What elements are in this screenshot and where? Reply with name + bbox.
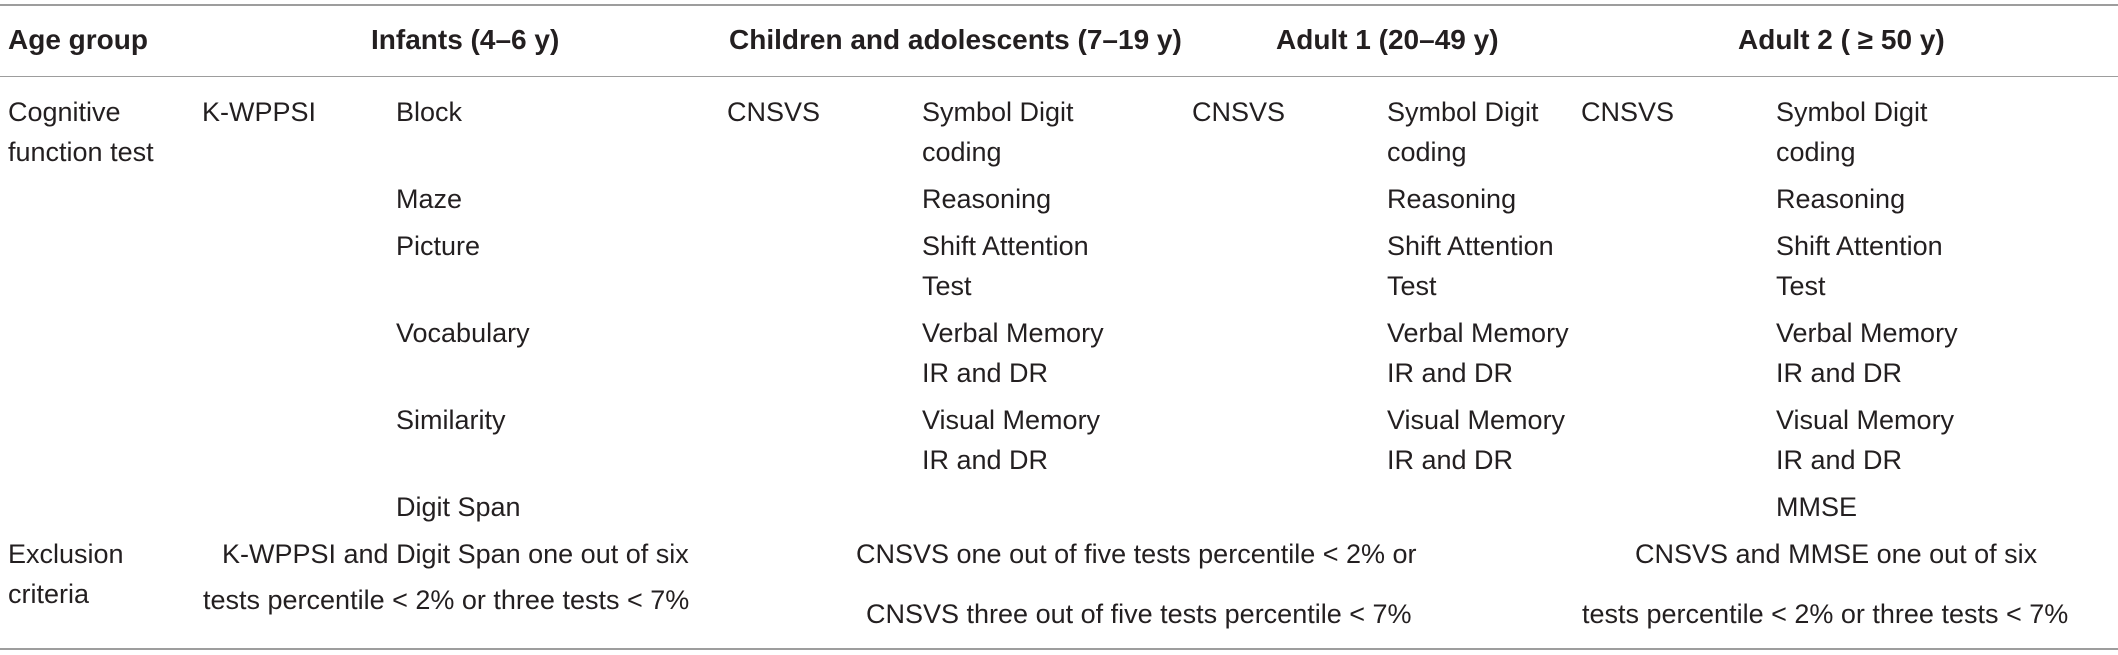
adult2-test-mmse: MMSE (1776, 492, 1857, 522)
infants-test: Picture (396, 231, 481, 261)
top-rule (0, 4, 2118, 6)
adult1-test: IR and DR (1387, 445, 1514, 475)
adult1-test: Reasoning (1387, 184, 1517, 214)
children-test: IR and DR (922, 358, 1049, 388)
exclusion-cnsvs-line2: CNSVS three out of five tests percentile < 7% (866, 599, 1412, 629)
exclusion-adult2-line1: CNSVS and MMSE one out of six (1635, 539, 2038, 569)
children-test: Symbol Digit (922, 97, 1074, 127)
children-test: Visual Memory (922, 405, 1101, 435)
header-rule (0, 76, 2118, 77)
exclusion-adult2-line2: tests percentile < 2% or three tests < 7% (1582, 599, 2069, 629)
exclusion-label-line1: Exclusion (8, 539, 124, 569)
cognitive-label-line2: function test (8, 137, 154, 167)
cognitive-label-line1: Cognitive (8, 97, 121, 127)
adult1-test: Test (1387, 271, 1437, 301)
adult2-test: IR and DR (1776, 358, 1903, 388)
infants-test: Vocabulary (396, 318, 530, 348)
exclusion-label-line2: criteria (8, 579, 90, 609)
adult2-test: Symbol Digit (1776, 97, 1928, 127)
children-test: coding (922, 137, 1002, 167)
infants-test: Block (396, 97, 463, 127)
adult1-test: Verbal Memory (1387, 318, 1569, 348)
infants-test: Digit Span (396, 492, 521, 522)
adult2-test: Visual Memory (1776, 405, 1955, 435)
adult2-test: Reasoning (1776, 184, 1906, 214)
adult1-test: Visual Memory (1387, 405, 1566, 435)
header-adult1: Adult 1 (20–49 y) (1276, 24, 1499, 55)
header-children: Children and adolescents (7–19 y) (729, 24, 1182, 55)
adult1-test: IR and DR (1387, 358, 1514, 388)
adult1-test: Symbol Digit (1387, 97, 1539, 127)
adult2-test: Verbal Memory (1776, 318, 1958, 348)
children-test: Reasoning (922, 184, 1052, 214)
children-test: Test (922, 271, 972, 301)
adult2-test: Test (1776, 271, 1826, 301)
children-test: Shift Attention (922, 231, 1089, 261)
children-test: IR and DR (922, 445, 1049, 475)
adult1-test: Shift Attention (1387, 231, 1554, 261)
children-test: Verbal Memory (922, 318, 1104, 348)
adult1-battery: CNSVS (1192, 97, 1286, 127)
exclusion-cnsvs-line1: CNSVS one out of five tests percentile < 2% or (856, 539, 1417, 569)
header-age-group: Age group (8, 24, 148, 55)
header-infants: Infants (4–6 y) (371, 24, 560, 55)
header-adult2: Adult 2 ( ≥ 50 y) (1738, 24, 1945, 55)
bottom-rule (0, 648, 2118, 650)
infants-test: Maze (396, 184, 463, 214)
exclusion-infants-line2: tests percentile < 2% or three tests < 7% (203, 585, 690, 615)
adult1-test: coding (1387, 137, 1467, 167)
adult2-test: IR and DR (1776, 445, 1903, 475)
adult2-battery: CNSVS (1581, 97, 1675, 127)
children-battery: CNSVS (727, 97, 821, 127)
adult2-test: Shift Attention (1776, 231, 1943, 261)
adult2-test: coding (1776, 137, 1856, 167)
exclusion-infants-line1: K-WPPSI and Digit Span one out of six (222, 539, 689, 569)
infants-test: Similarity (396, 405, 506, 435)
infants-battery: K-WPPSI (202, 97, 317, 127)
